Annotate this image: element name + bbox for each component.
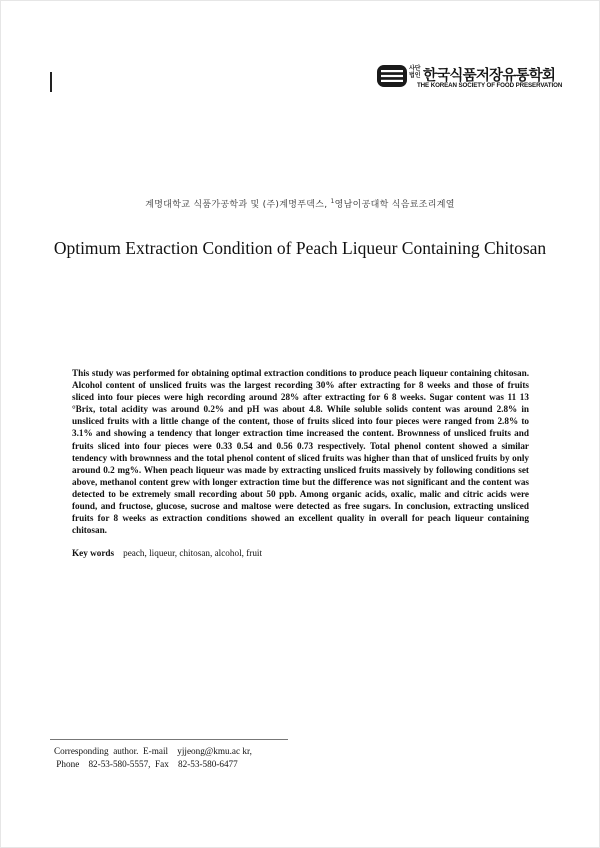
author-affiliation — [0, 197, 600, 210]
footnote-contact-phone: Phone 82-53-580-5557, Fax 82-53-580-6477 — [54, 759, 238, 769]
society-logo — [377, 64, 563, 92]
logo-prefix: 사단 법인 — [409, 65, 421, 79]
footnote-contact-email: Corresponding author. E-mail yjjeong@kmu.ac kr, — [54, 746, 252, 756]
margin-mark — [50, 72, 52, 92]
abstract-text: This study was performed for obtaining optimal extraction conditions to produce peach liqueur containing chitosan. Alcohol content of unsliced fruits was the largest recording 30% after extracting for 8 weeks and those of fruits sliced into four pieces were high recording around 28% after extracting for 6 8 weeks. Sugar content was 11 13 °Brix, total acidity was around 0.2% and pH was about 4.8. While soluble solids content was around 2.8% in unsliced fruits with a little change of the content, those of fruits sliced into four pieces were ranged from 2.8% to 3.1% and showing a tendency that longer extraction time increased the content. Brownness of unsliced fruits and fruits sliced into four pieces were 0.33 0.54 and 0.56 0.73 respectively. Total phenol content showed a similar tendency with brownness and the total phenol content of sliced fruits was higher than that of unsliced fruits by only around 0.2 mg%. When peach liqueur was made by extracting unsliced fruits massively by following conditions set above, methanol content grew with longer extraction time but the difference was not significant and the content was detected to be extremely small recording about 50 ppb. Among organic acids, oxalic, malic and citric acids were found, and fructose, glucose, sucrose and maltose were detected as free sugars. In conclusion, extracting unsliced fruits for 8 weeks as extraction conditions showed an excellent quality in overall for peach liqueur containing chitosan. — [72, 368, 529, 536]
paper-title: Optimum Extraction Condition of Peach Liqueur Containing Chitosan — [53, 238, 547, 258]
keywords — [72, 548, 262, 558]
footnote-divider — [50, 739, 288, 740]
affiliation-secondary: 영남이공대학 식음료조리계열 — [334, 200, 455, 210]
corresponding-author-footnote — [54, 745, 252, 771]
logo-name-english: THE KOREAN SOCIETY OF FOOD PRESERVATION — [417, 82, 563, 89]
affiliation-marker: 1 — [330, 198, 335, 205]
keywords-label: Key words — [72, 548, 115, 558]
keywords-values: peach, liqueur, chitosan, alcohol, fruit — [123, 548, 263, 558]
logo-name-korean: 한국식품저장유통학회 — [423, 68, 556, 84]
society-emblem-icon — [377, 64, 407, 88]
affiliation-primary: 계명대학교 식품가공학과 및 (주)계명푸덱스, — [145, 200, 331, 210]
